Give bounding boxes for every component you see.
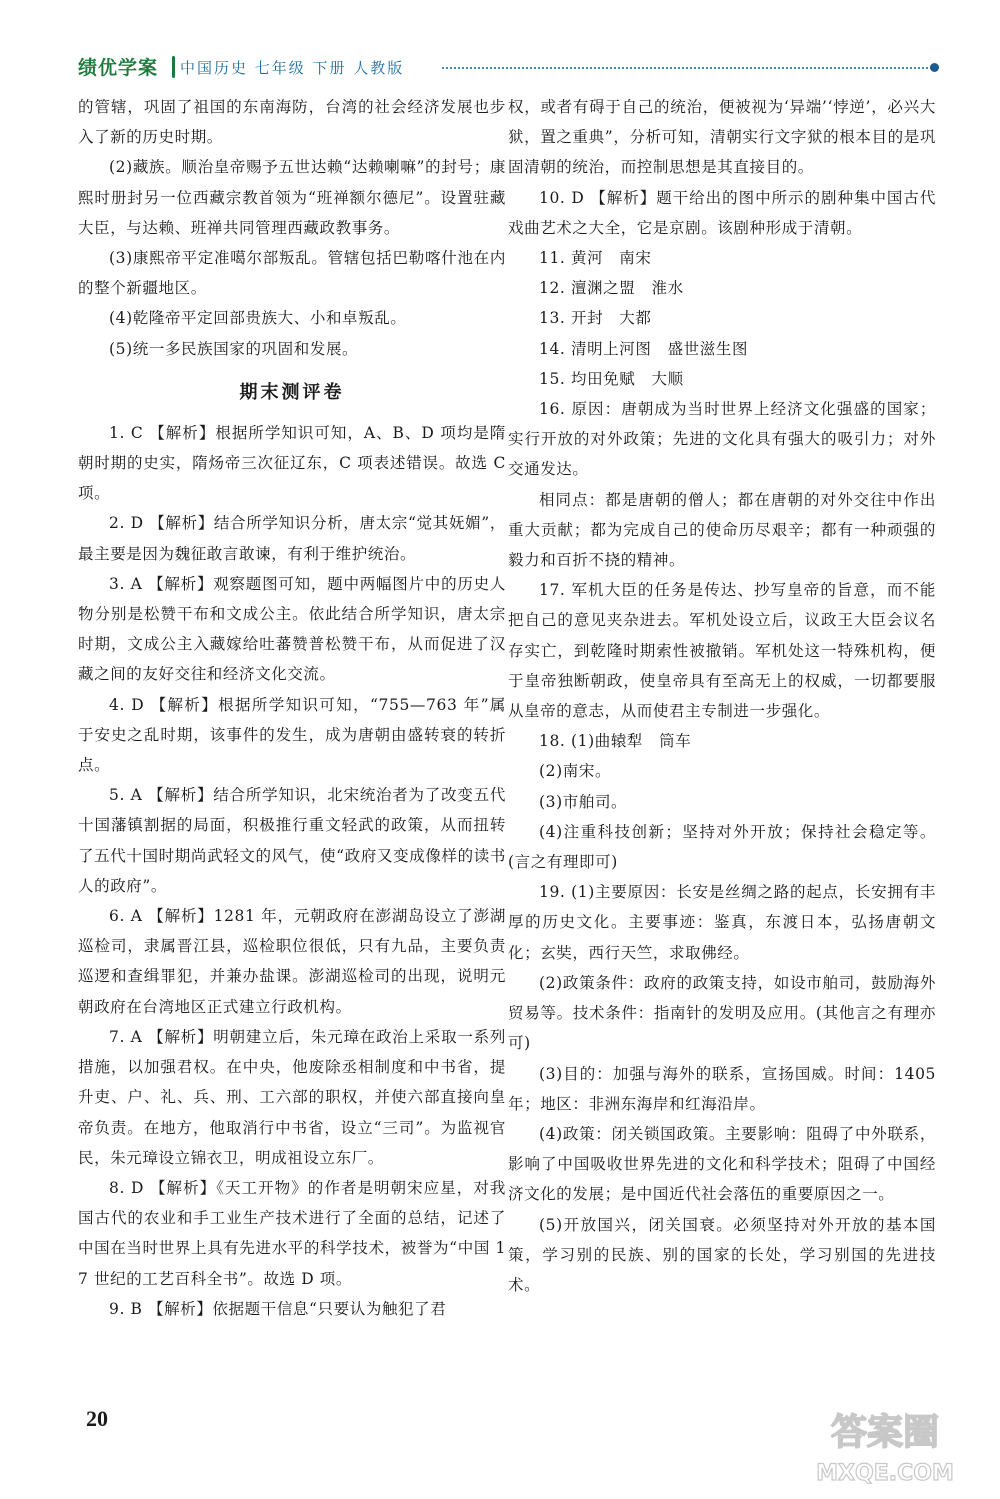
brand-logo: 绩优学案: [78, 57, 159, 79]
watermark-url: MXQE.COM: [816, 1461, 954, 1486]
right-para-9: 17. 军机大臣的任务是传达、抄写皇帝的旨意，而不能把自己的意见夹杂进去。军机处设立后，议政王大臣会议名存实亡，到乾隆时期索性被撤销。军机处这一特殊机构，便于皇帝独断朝政，使皇帝具有至高无上的权威，一切都要服从皇帝的意志，从而使君主专制进一步强化。: [508, 581, 936, 721]
right-column: [508, 92, 936, 1300]
left-para-1: (2)藏族。顺治皇帝赐予五世达赖“达赖喇嘛”的封号；康熙时册封另一位西藏宗教首领为“班禅额尔德尼”。设置驻藏大臣，与达赖、班禅共同管理西藏政教事务。: [78, 158, 506, 237]
left-para-3: (4)乾隆帝平定回部贵族大、小和卓叛乱。: [109, 309, 407, 328]
right-para-10: 18. (1)曲辕犁 筒车: [539, 732, 692, 751]
watermark-logo: [800, 1400, 970, 1490]
answer-1: 1. C 【解析】根据所学知识可知，A、B、D 项均是隋朝时期的史实，隋炀帝三次征辽东，C 项表述错误。故选 C 项。: [78, 423, 506, 503]
right-para-12: (3)市舶司。: [539, 792, 628, 811]
answer-6: 6. A 【解析】1281 年，元朝政府在澎湖岛设立了澎湖巡检司，隶属晋江县，巡检职位很低，只有九品，主要负责巡逻和查缉罪犯，并兼办盐课。澎湖巡检司的出现，说明元朝政府在台湾地区正式建立行政机构。: [78, 907, 506, 1016]
right-para-6: 15. 均田免赋 大顺: [539, 369, 684, 388]
page-number: 20: [86, 1406, 108, 1431]
right-para-2: 11. 黄河 南宋: [539, 249, 652, 268]
answer-8: 8. D 【解析】《天工开物》的作者是明朝宋应星，对我国古代的农业和手工业生产技术进行了全面的总结，记述了中国在当时世界上具有先进水平的科学技术，被誉为“中国 17 世纪的工艺百科全书”。故选 D 项。: [78, 1178, 506, 1288]
header-dot-end: [930, 63, 939, 72]
right-para-13: (4)注重科技创新；坚持对外开放；保持社会稳定等。(言之有理即可): [508, 822, 936, 872]
watermark-main: 答案圈: [830, 1412, 940, 1453]
right-para-5: 14. 清明上河图 盛世滋生图: [539, 339, 749, 358]
brand-divider: [172, 56, 175, 78]
header-dotted-rule: [442, 67, 932, 69]
right-para-7: 16. 原因：唐朝成为当时世界上经济文化强盛的国家；实行开放的对外政策；先进的文化具有强大的吸引力；对外交通发达。: [508, 400, 936, 479]
right-para-4: 13. 开封 大都: [539, 309, 652, 328]
right-para-14: 19. (1)主要原因：长安是丝绸之路的起点，长安拥有丰厚的历史文化。主要事迹：鉴真，东渡日本，弘扬唐朝文化；玄奘，西行天竺，求取佛经。: [508, 883, 936, 962]
answer-3: 3. A 【解析】观察题图可知，题中两幅图片中的历史人物分别是松赞干布和文成公主。依此结合所学知识，唐太宗时期，文成公主入藏嫁给吐蕃赞普松赞干布，从而促进了汉藏之间的友好交往和经济文化交流。: [78, 574, 506, 684]
answer-5: 5. A 【解析】结合所学知识，北宋统治者为了改变五代十国藩镇割据的局面，积极推行重文轻武的政策，从而扭转了五代十国时期尚武轻文的风气，使“政府又变成像样的读书人的政府”。: [78, 786, 506, 895]
right-para-3: 12. 澶渊之盟 淮水: [539, 279, 684, 298]
right-para-18: (5)开放国兴，闭关国衰。必须坚持对外开放的基本国策，学习别的民族、别的国家的长处，学习别国的先进技术。: [508, 1215, 936, 1294]
answer-4: 4. D 【解析】根据所学知识可知，“755—763 年”属于安史之乱时期，该事件的发生，成为唐朝由盛转衰的转折点。: [78, 695, 506, 775]
right-para-0: 权，或者有碍于自己的统治，便被视为‘异端’‘悖逆’，必兴大狱，置之重典”，分析可知，清朝实行文字狱的根本目的是巩固清朝的统治，而控制思想是其直接目的。: [508, 98, 936, 177]
section-title: 期末测评卷: [239, 381, 345, 403]
right-para-16: (3)目的：加强与海外的联系，宣扬国威。时间：1405 年；地区：非洲东海岸和红海沿岸。: [508, 1064, 936, 1113]
left-para-2: (3)康熙帝平定准噶尔部叛乱。管辖包括巴勒喀什池在内的整个新疆地区。: [78, 249, 506, 298]
left-column: [78, 92, 506, 1324]
right-para-15: (2)政策条件：政府的政策支持，如设市舶司，鼓励海外贸易等。技术条件：指南针的发明及应用。(其他言之有理亦可): [508, 973, 936, 1053]
right-para-8: 相同点：都是唐朝的僧人；都在唐朝的对外交往中作出重大贡献；都为完成自己的使命历尽艰辛；都有一种顽强的毅力和百折不挠的精神。: [508, 490, 936, 570]
answer-2: 2. D 【解析】结合所学知识分析，唐太宗“觉其妩媚”，最主要是因为魏征敢言敢谏，有利于维护统治。: [78, 514, 506, 563]
left-para-0: 的管辖，巩固了祖国的东南海防，台湾的社会经济发展也步入了新的历史时期。: [78, 98, 506, 147]
answer-7: 7. A 【解析】明朝建立后，朱元璋在政治上采取一系列措施，以加强君权。在中央，他废除丞相制度和中书省，提升吏、户、礼、兵、刑、工六部的职权，并使六部直接向皇帝负责。在地方，他取消行中书省，设立“三司”。为监视官民，朱元璋设立锦衣卫，明成祖设立东厂。: [78, 1027, 506, 1167]
right-para-11: (2)南宋。: [539, 762, 612, 781]
book-info: 中国历史 七年级 下册 人教版: [180, 59, 405, 77]
left-para-4: (5)统一多民族国家的巩固和发展。: [109, 339, 359, 358]
page-header: [72, 52, 942, 86]
answer-9: 9. B 【解析】依据题干信息“只要认为触犯了君: [109, 1299, 447, 1318]
right-para-1: 10. D 【解析】题干给出的图中所示的剧种集中国古代戏曲艺术之大全，它是京剧。该剧种形成于清朝。: [508, 188, 936, 237]
right-para-17: (4)政策：闭关锁国政策。主要影响：阻碍了中外联系，影响了中国吸收世界先进的文化和科学技术；阻碍了中国经济文化的发展；是中国近代社会落伍的重要原因之一。: [508, 1124, 936, 1204]
